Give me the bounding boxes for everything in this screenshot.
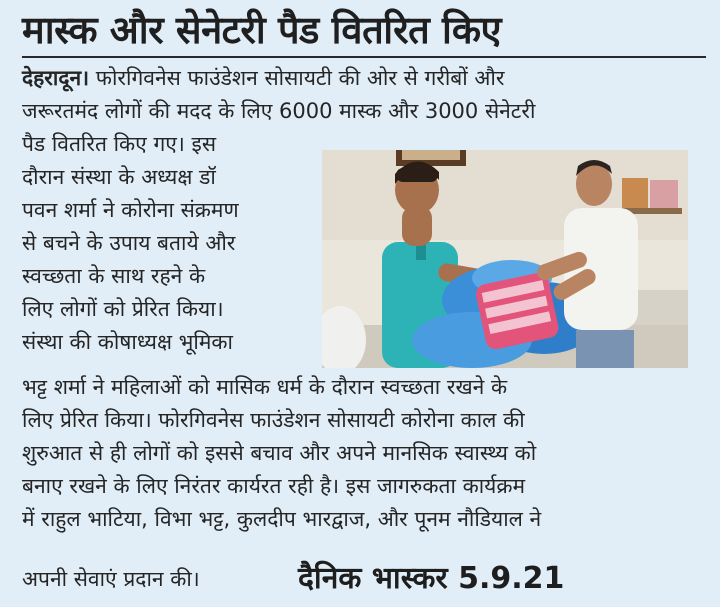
headline: मास्क और सेनेटरी पैड वितरित किए [22,8,502,52]
article-line-4: दौरान संस्था के अध्यक्ष डॉ [22,165,216,189]
headline-divider [22,56,706,58]
article-line-10: भट्ट शर्मा ने महिलाओं को मासिक धर्म के दौरान स्वच्छता रखने के [22,375,508,399]
article-line-11: लिए प्रेरित किया। फोरगिवनेस फाउंडेशन सोसायटी कोरोना काल की [22,408,525,432]
news-photo [322,150,688,368]
article-line-7: स्वच्छता के साथ रहने के [22,264,206,288]
article-line-2: जरूरतमंद लोगों की मदद के लिए 6000 मास्क और 3000 सेनेटरी [22,99,536,123]
article-line-6: से बचने के उपाय बताये और [22,231,236,255]
article-line-13: बनाए रखने के लिए निरंतर कार्यरत रही है। इस जागरुकता कार्यक्रम [22,474,526,498]
article-line-12: शुरुआत से ही लोगों को इससे बचाव और अपने मानसिक स्वास्थ्य को [22,441,537,465]
article-line-14: में राहुल भाटिया, विभा भट्ट, कुलदीप भारद्वाज, और पूनम नौडियाल ने [22,507,542,531]
article-line-8: लिए लोगों को प्रेरित किया। [22,297,224,321]
article-line-1-text: फोरगिवनेस फाउंडेशन सोसायटी की ओर से गरीबों और [89,66,505,90]
article-line-5: पवन शर्मा ने कोरोना संक्रमण [22,198,239,222]
news-photo-illustration [322,150,688,368]
article-line-9: संस्था की कोषाध्यक्ष भूमिका [22,330,233,354]
dateline: देहरादून। [22,66,90,90]
article-line-3: पैड वितरित किए गए। इस [22,132,217,156]
article-line-15: अपनी सेवाएं प्रदान की। [22,567,200,591]
source-credit: दैनिक भास्कर 5.9.21 [298,561,565,596]
article-line-1 [22,62,505,95]
